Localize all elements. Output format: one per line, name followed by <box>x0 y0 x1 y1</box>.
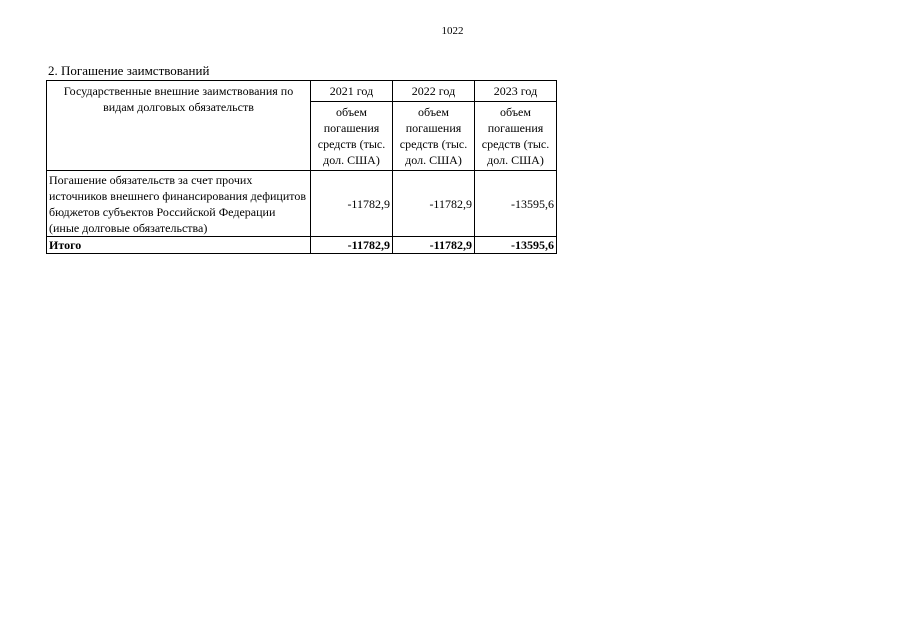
row-value-2022: -11782,9 <box>393 171 475 237</box>
header-unit-2021: объем погашения средств (тыс. дол. США) <box>311 102 393 171</box>
borrowing-repayment-table <box>46 80 557 254</box>
row-value-2023: -13595,6 <box>475 171 557 237</box>
table-total-row <box>47 237 557 254</box>
header-year-2021: 2021 год <box>311 81 393 102</box>
header-year-2023: 2023 год <box>475 81 557 102</box>
total-value-2022: -11782,9 <box>393 237 475 254</box>
total-value-2023: -13595,6 <box>475 237 557 254</box>
header-unit-2023: объем погашения средств (тыс. дол. США) <box>475 102 557 171</box>
section-title: 2. Погашение заимствований <box>48 63 210 78</box>
page-number: 1022 <box>441 25 464 37</box>
header-description: Государственные внешние заимствования по видам долговых обязательств <box>47 81 311 171</box>
total-label: Итого <box>47 237 311 254</box>
table-header-row <box>47 81 557 102</box>
header-unit-2022: объем погашения средств (тыс. дол. США) <box>393 102 475 171</box>
row-value-2021: -11782,9 <box>311 171 393 237</box>
row-label: Погашение обязательств за счет прочих источников внешнего финансирования дефицитов бюджетов субъектов Российской Федерации (иные долговые обязательства) <box>47 171 311 237</box>
table-row <box>47 171 557 237</box>
header-year-2022: 2022 год <box>393 81 475 102</box>
total-value-2021: -11782,9 <box>311 237 393 254</box>
